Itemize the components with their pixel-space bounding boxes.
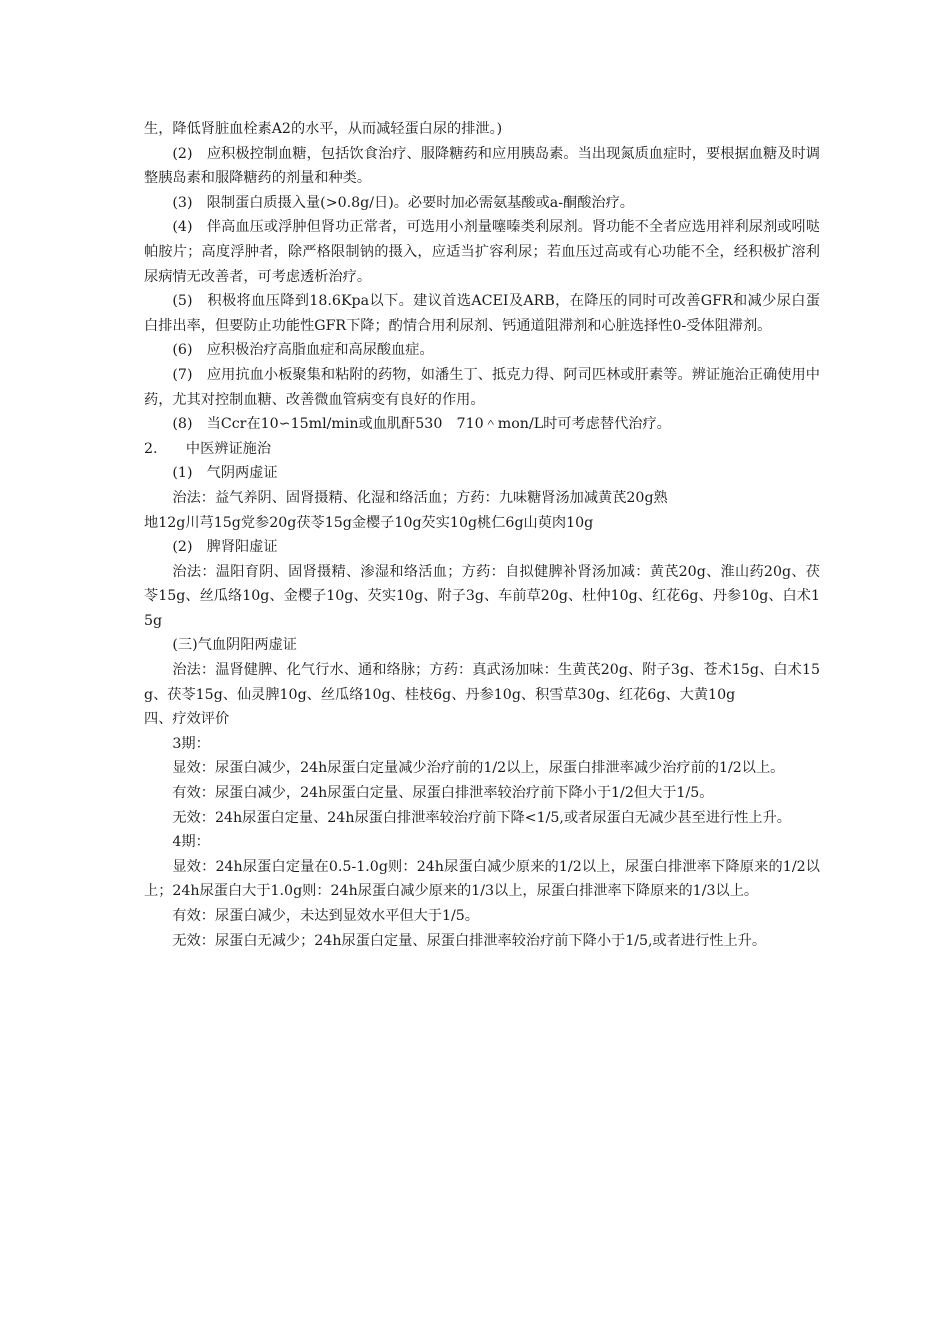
paragraph-item-4: (4) 伴高血压或浮肿但肾功正常者，可选用小剂量噻嗪类利尿剂。肾功能不全者应选用袢利尿剂或吲哒帕胺片；高度浮肿者，除严格限制钠的摄入，应适当扩容利尿；若血压过高或有心功能不全，经积极扩溶利尿病情无改善者，可考虑透析治疗。: [144, 219, 820, 285]
paragraph-item-5: (5) 积极将血压降到18.6Kpa以下。建议首选ACEI及ARB，在降压的同时可改善GFR和减少尿白蛋白排出率，但要防止功能性GFR下降；酌情合用利尿剂、钙通道阻滞剂和心脏选择性0-受体阻滞剂。: [144, 293, 820, 334]
section-heading-tcm: 2. 中医辨证施治: [144, 440, 272, 457]
paragraph-stage4-ineffective: 无效：尿蛋白无减少；24h尿蛋白定量、尿蛋白排泄率较治疗前下降小于1/5,或者进行性上升。: [172, 932, 767, 949]
paragraph-stage4-marked: 显效：24h尿蛋白定量在0.5-1.0g则：24h尿蛋白减少原来的1/2以上，尿蛋白排泄率下降原来的1/2以上；24h尿蛋白大于1.0g则：24h尿蛋白减少原来的1/3以上，尿蛋白排泄率下降原来的1/3以上。: [144, 858, 820, 900]
paragraph-stage4-effective: 有效：尿蛋白减少，未达到显效水平但大于1/5。: [172, 908, 479, 924]
paragraph-treatment-3: 治法：温肾健脾、化气行水、通和络脉；方药：真武汤加味：生黄芪20g、附子3g、苍术15g、白术15g、茯苓15g、仙灵脾10g、丝瓜络10g、桂枝6g、丹参10g、积雪草30g、红花6g、大黄10g: [144, 662, 820, 703]
paragraph-continuation: 生，降低肾脏血栓素A2的水平，从而减轻蛋白尿的排泄。): [144, 121, 503, 137]
paragraph-stage3-ineffective: 无效：24h尿蛋白定量、24h尿蛋白排泄率较治疗前下降<1/5,或者尿蛋白无减少甚至进行性上升。: [172, 809, 791, 826]
subheading-stage-3: 3期：: [172, 735, 210, 752]
document-body: [144, 117, 820, 953]
subheading-stage-4: 4期：: [172, 834, 210, 851]
paragraph-item-2: (2) 应积极控制血糖，包括饮食治疗、服降糖药和应用胰岛素。当出现氮质血症时，要根据血糖及时调整胰岛素和服降糖药的剂量和种类。: [144, 145, 820, 187]
paragraph-item-7: (7) 应用抗血小板聚集和粘附的药物，如潘生丁、抵克力得、阿司匹林或肝素等。辨证施治正确使用中药，尤其对控制血糖、改善微血管病变有良好的作用。: [144, 366, 820, 408]
paragraph-stage3-marked: 显效：尿蛋白减少，24h尿蛋白定量减少治疗前的1/2以上，尿蛋白排泄率减少治疗前的1/2以上。: [172, 760, 785, 777]
subheading-spleen-kidney: (2) 脾肾阳虚证: [172, 539, 278, 556]
paragraph-item-6: (6) 应积极治疗高脂血症和高尿酸血症。: [172, 342, 434, 359]
subheading-qi-blood: (三)气血阴阳两虚证: [172, 637, 297, 654]
paragraph-item-8: (8) 当Ccr在10∽15ml/min或血肌酐530 710＾mon/L时可考虑替代治疗。: [172, 416, 671, 433]
section-heading-evaluation: 四、疗效评价: [144, 711, 230, 728]
subheading-qi-yin: (1) 气阴两虚证: [172, 465, 278, 482]
paragraph-treatment-1: 治法：益气养阴、固肾摄精、化湿和络活血；方药：九味糖肾汤加减黄芪20g熟: [172, 489, 668, 506]
paragraph-item-3: (3) 限制蛋白质摄入量(>0.8g/日)。必要时加必需氨基酸或a-酮酸治疗。: [172, 194, 634, 211]
paragraph-formula-1: 地12g川芎15g党参20g茯苓15g金樱子10g芡实10g桃仁6g山萸肉10g: [144, 514, 594, 531]
paragraph-stage3-effective: 有效：尿蛋白减少，24h尿蛋白定量、尿蛋白排泄率较治疗前下降小于1/2但大于1/5。: [172, 785, 714, 802]
paragraph-treatment-2: 治法：温阳育阴、固肾摄精、渗湿和络活血；方药：自拟健脾补肾汤加减：黄芪20g、淮山药20g、茯苓15g、丝瓜络10g、金樱子10g、芡实10g、附子3g、车前草20g、杜仲10g、红花6g、丹参10g、白术15g: [144, 563, 820, 629]
